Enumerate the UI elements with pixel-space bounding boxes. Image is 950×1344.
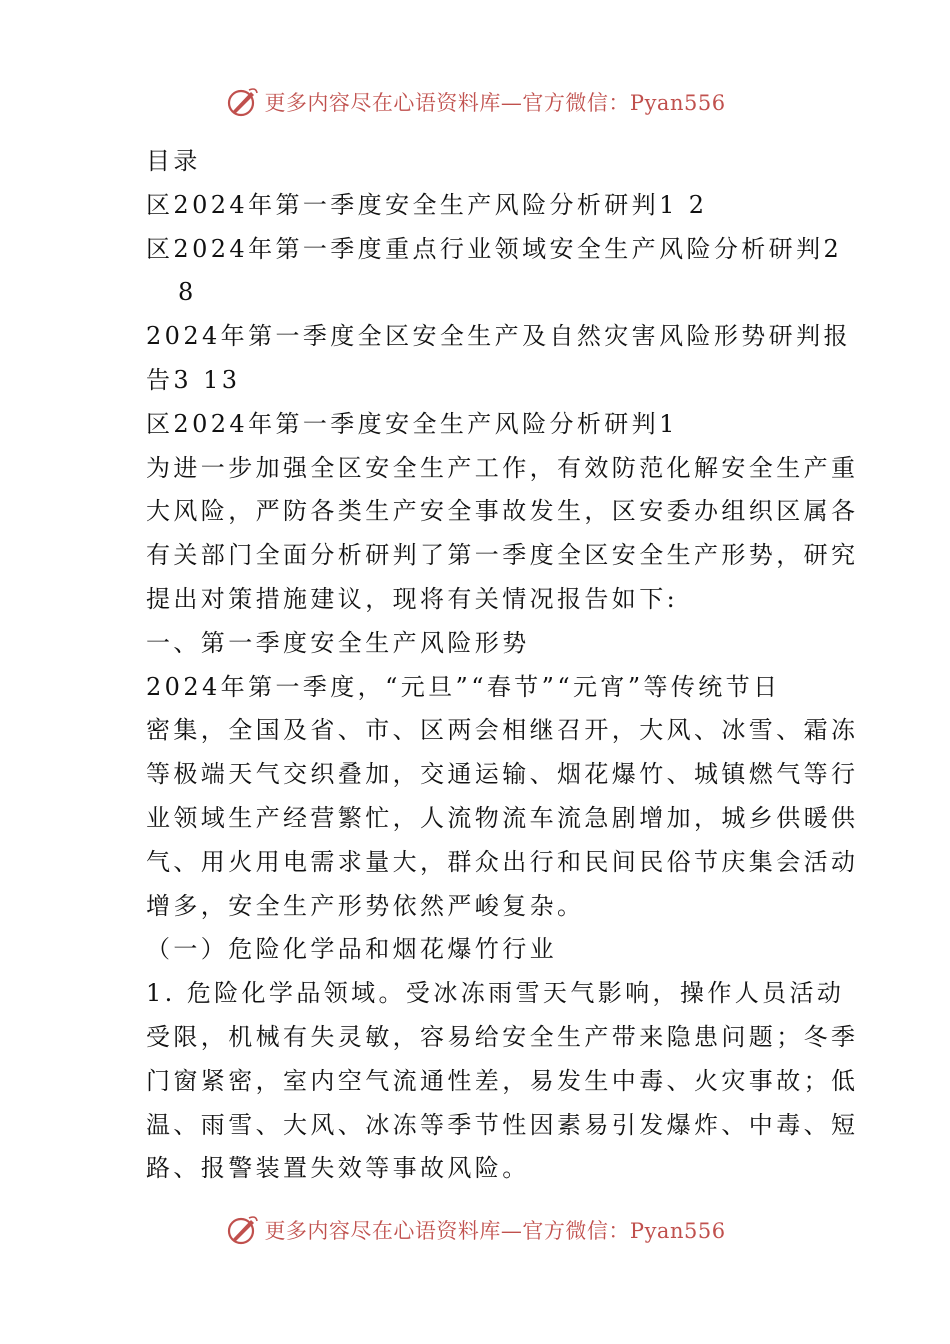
paragraph-line: 路、报警装置失效等事故风险。 bbox=[146, 1154, 530, 1183]
paragraph-line: 受限，机械有失灵敏，容易给安全生产带来隐患问题；冬季 bbox=[146, 1022, 859, 1051]
section-title: 区2024年第一季度安全生产风险分析研判1 bbox=[146, 409, 678, 438]
banner-text: 更多内容尽在心语资料库—官方微信：Pyan556 bbox=[264, 1219, 726, 1243]
quill-pen-circle-icon bbox=[224, 84, 260, 120]
paragraph-line: 2024年第一季度，“元旦”“春节”“元宵”等传统节日 bbox=[146, 672, 781, 701]
paragraph-line: 门窗紧密，室内空气流通性差，易发生中毒、火灾事故；低 bbox=[146, 1066, 859, 1095]
paragraph-line: 1. 危险化学品领域。受冰冻雨雪天气影响，操作人员活动 bbox=[146, 979, 845, 1008]
paragraph-line: 等极端天气交织叠加，交通运输、烟花爆竹、城镇燃气等行 bbox=[146, 760, 859, 789]
toc-entry: 区2024年第一季度安全生产风险分析研判1 2 bbox=[146, 190, 708, 219]
paragraph-line: 提出对策措施建议，现将有关情况报告如下: bbox=[146, 584, 679, 613]
document-body bbox=[146, 140, 859, 1191]
paragraph-line: 业领域生产经营繁忙，人流物流车流急剧增加，城乡供暖供 bbox=[146, 803, 859, 832]
toc-entry: 2024年第一季度全区安全生产及自然灾害风险形势研判报 bbox=[146, 322, 851, 351]
header-banner bbox=[0, 82, 950, 122]
paragraph-line: 增多，安全生产形势依然严峻复杂。 bbox=[146, 891, 585, 920]
toc-heading: 目录 bbox=[146, 147, 201, 175]
banner-text: 更多内容尽在心语资料库—官方微信：Pyan556 bbox=[264, 91, 726, 115]
paragraph-line: 有关部门全面分析研判了第一季度全区安全生产形势，研究 bbox=[146, 541, 859, 570]
toc-entry: 区2024年第一季度重点行业领域安全生产风险分析研判2 bbox=[146, 234, 843, 263]
subsection-heading: （一）危险化学品和烟花爆竹行业 bbox=[146, 935, 557, 964]
footer-banner bbox=[0, 1210, 950, 1250]
quill-pen-circle-icon bbox=[224, 1212, 260, 1248]
paragraph-line: 密集，全国及省、市、区两会相继召开，大风、冰雪、霜冻 bbox=[146, 716, 859, 745]
toc-entry-continued: 告3 13 bbox=[146, 365, 241, 394]
paragraph-line: 大风险，严防各类生产安全事故发生，区安委办组织区属各 bbox=[146, 497, 859, 526]
section-heading: 一、第一季度安全生产风险形势 bbox=[146, 628, 530, 657]
paragraph-line: 为进一步加强全区安全生产工作，有效防范化解安全生产重 bbox=[146, 453, 859, 482]
paragraph-line: 气、用火用电需求量大，群众出行和民间民俗节庆集会活动 bbox=[146, 847, 859, 876]
toc-entry-continued: 8 bbox=[178, 278, 197, 307]
paragraph-line: 温、雨雪、大风、冰冻等季节性因素易引发爆炸、中毒、短 bbox=[146, 1110, 859, 1139]
